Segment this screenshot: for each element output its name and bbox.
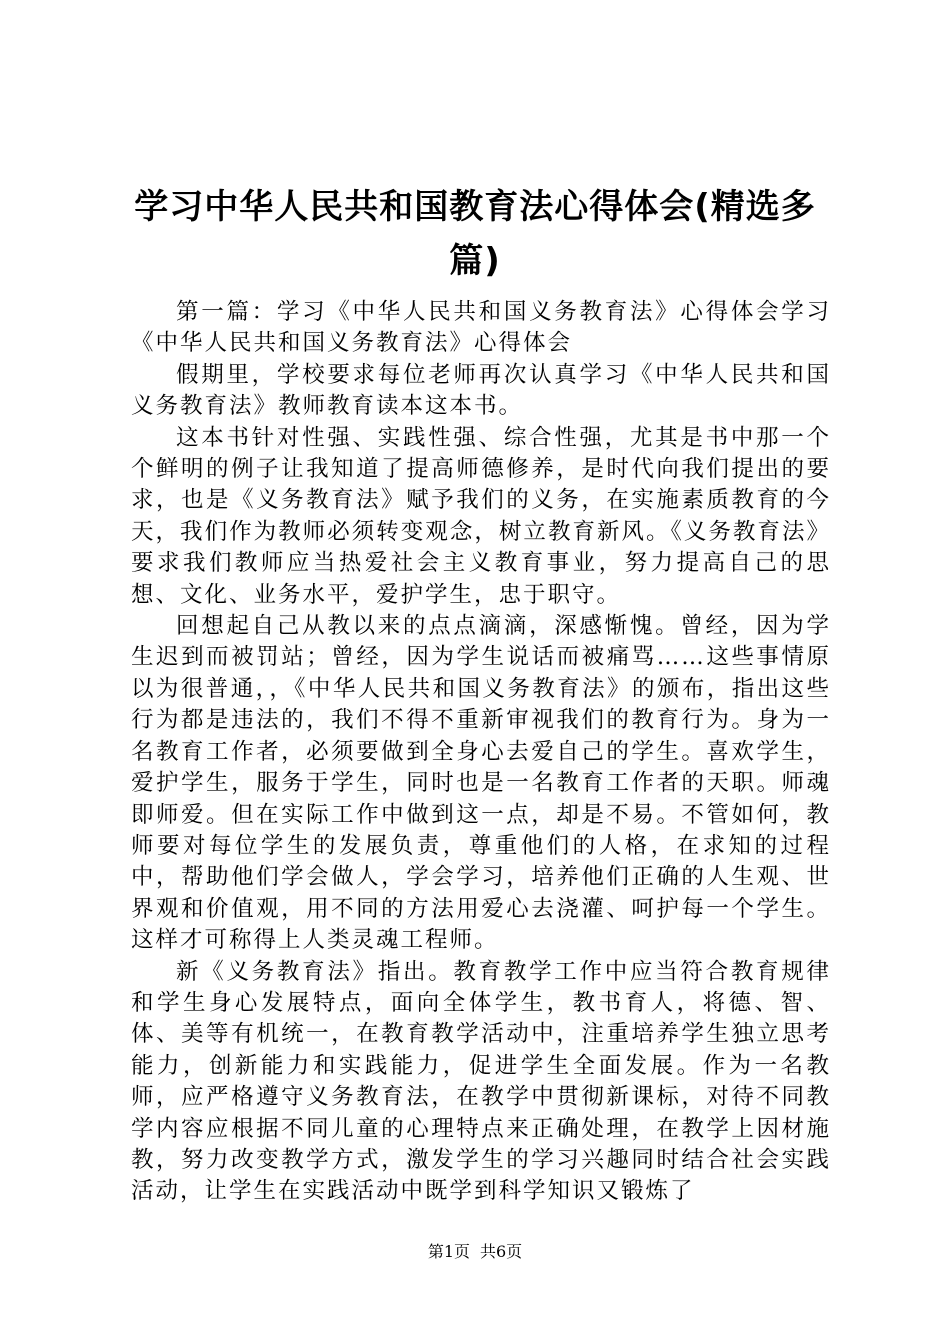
paragraph: 假期里，学校要求每位老师再次认真学习《中华人民共和国义务教育法》教师教育读本这本书。 bbox=[131, 361, 831, 420]
paragraph: 这本书针对性强、实践性强、综合性强，尤其是书中那一个个鲜明的例子让我知道了提高师德修养，是时代向我们提出的要求，也是《义务教育法》赋予我们的义务，在实施素质教育的今天，我们作为教师必须转变观念，树立教育新风。《义务教育法》要求我们教师应当热爱社会主义教育事业，努力提高自己的思想、文化、业务水平，爱护学生，忠于职守。 bbox=[131, 424, 831, 608]
page-footer bbox=[0, 1242, 950, 1262]
document-body bbox=[131, 297, 831, 1205]
document-title: 学习中华人民共和国教育法心得体会(精选多篇) bbox=[134, 187, 816, 281]
page-total: 共6页 bbox=[480, 1242, 523, 1261]
paragraph: 第一篇：学习《中华人民共和国义务教育法》心得体会学习《中华人民共和国义务教育法》心得体会 bbox=[131, 299, 831, 357]
paragraph: 回想起自己从教以来的点点滴滴，深感惭愧。曾经，因为学生迟到而被罚站；曾经，因为学生说话而被痛骂……这些事情原以为很普通，，《中华人民共和国义务教育法》的颁布，指出这些行为都是违法的，我们不得不重新审视我们的教育行为。身为一名教育工作者，必须要做到全身心去爱自己的学生。喜欢学生，爱护学生，服务于学生，同时也是一名教育工作者的天职。师魂即师爱。但在实际工作中做到这一点，却是不易。不管如何，教师要对每位学生的发展负责，尊重他们的人格，在求知的过程中，帮助他们学会做人，学会学习，培养他们正确的人生观、世界观和价值观，用不同的方法用爱心去浇灌、呵护每一个学生。这样才可称得上人类灵魂工程师。 bbox=[131, 613, 831, 954]
page-number: 第1页 bbox=[427, 1242, 470, 1261]
paragraph: 新《义务教育法》指出。教育教学工作中应当符合教育规律和学生身心发展特点，面向全体学生，教书育人，将德、智、体、美等有机统一，在教育教学活动中，注重培养学生独立思考能力，创新能力和实践能力，促进学生全面发展。作为一名教师，应严格遵守义务教育法，在教学中贯彻新课标，对待不同教学内容应根据不同儿童的心理特点来正确处理，在教学上因材施教，努力改变教学方式，激发学生的学习兴趣同时结合社会实践活动，让学生在实践活动中既学到科学知识又锻炼了 bbox=[131, 958, 831, 1205]
